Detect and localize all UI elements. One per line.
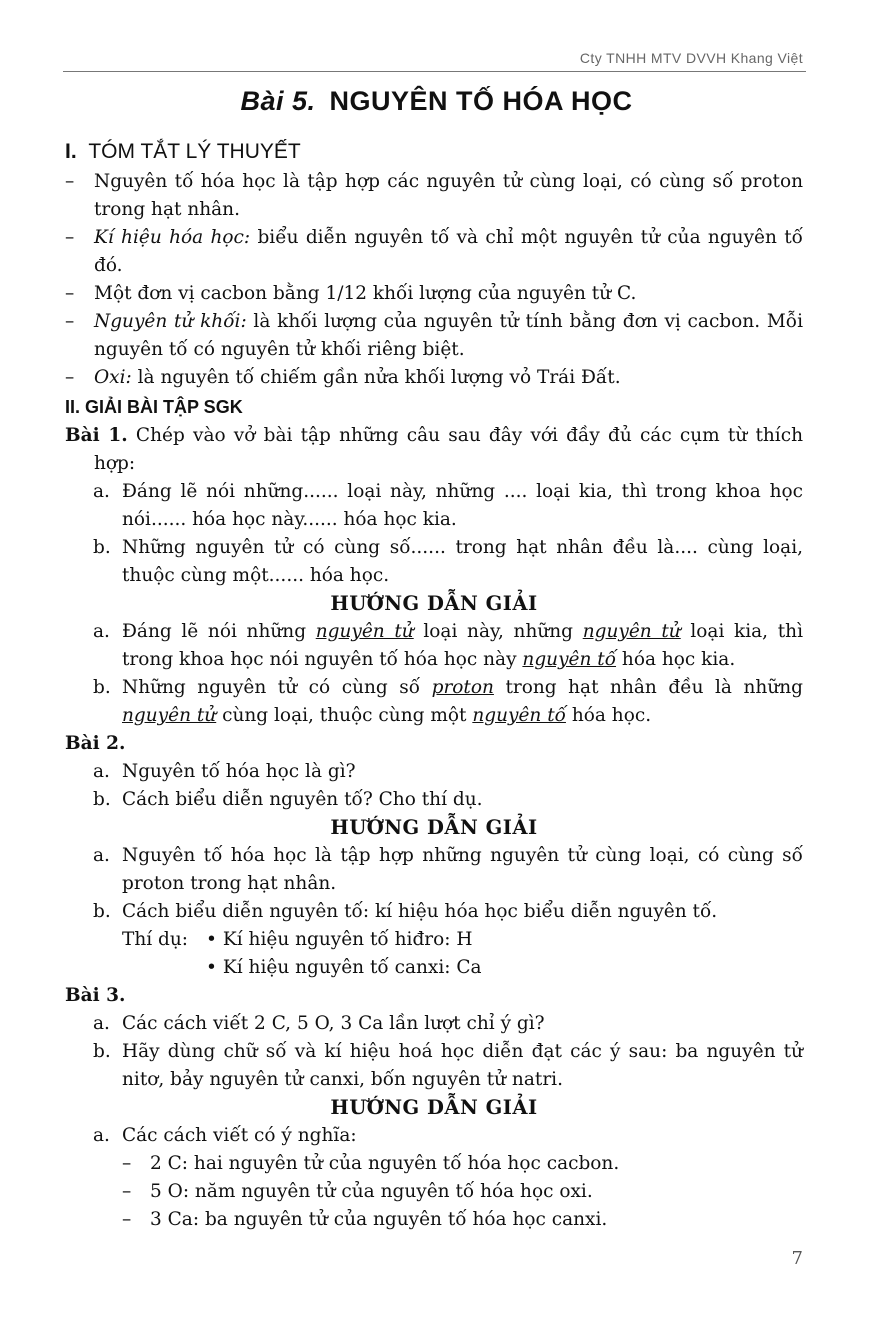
theory-term: Nguyên tử khối: — [94, 311, 247, 332]
exercise-2-label: Bài 2. — [65, 733, 126, 754]
theory-term: Kí hiệu hóa học: — [94, 227, 251, 248]
example-label: Thí dụ: — [122, 929, 189, 950]
solution-heading: HƯỚNG DẪN GIẢI — [330, 816, 538, 839]
theory-item: – Kí hiệu hóa học: biểu diễn nguyên tố và chỉ một nguyên tử của nguyên tố đó. — [65, 227, 803, 276]
example-item: Thí dụ: • Kí hiệu nguyên tố hiđro: H — [122, 926, 803, 954]
exercise-1-label: Bài 1. — [65, 425, 128, 446]
theory-item: – Một đơn vị cacbon bằng 1/12 khối lượng của nguyên tử C. — [65, 283, 637, 304]
answer-item: – 3 Ca: ba nguyên tử của nguyên tố hóa học canxi. — [122, 1209, 608, 1230]
exercise-1-answer-b: b. Những nguyên tử có cùng số proton trong hạt nhân đều là những nguyên tử cùng loại, thuộc cùng một nguyên tố hóa học. — [93, 677, 803, 726]
theory-item: – Nguyên tố hóa học là tập hợp các nguyên tử cùng loại, có cùng số proton trong hạt nhân. — [65, 171, 803, 220]
section-2-heading: II. GIẢI BÀI TẬP SGK — [65, 397, 243, 417]
theory-item: – Nguyên tử khối: là khối lượng của nguyên tử tính bằng đơn vị cacbon. Mỗi nguyên tố có nguyên tử khối riêng biệt. — [65, 311, 803, 360]
filled-blank: proton — [431, 677, 494, 698]
exercise-1-question: Bài 1. Chép vào vở bài tập những câu sau đây với đầy đủ các cụm từ thích hợp: — [65, 425, 804, 474]
filled-blank: nguyên tử — [315, 621, 414, 642]
section-1-numeral: I. — [65, 140, 77, 163]
filled-blank: nguyên tử — [582, 621, 681, 642]
theory-term: Oxi: — [94, 367, 132, 388]
section-1-title: TÓM TẮT LÝ THUYẾT — [88, 140, 301, 163]
filled-blank: nguyên tố — [472, 705, 566, 726]
exercise-3-question — [65, 982, 803, 1010]
filled-blank: nguyên tử — [122, 705, 217, 726]
exercise-1-part-b: b. Những nguyên tử có cùng số...... trong hạt nhân đều là.... cùng loại, thuộc cùng một...... hóa học. — [93, 537, 803, 586]
filled-blank: nguyên tố — [522, 649, 617, 670]
answer-item: – 2 C: hai nguyên tử của nguyên tố hóa học cacbon. — [122, 1153, 620, 1174]
exercise-2-question — [65, 730, 803, 758]
exercise-1-part-a: a. Đáng lẽ nói những...... loại này, những .... loại kia, thì trong khoa học nói...... hóa học này...... hóa học kia. — [93, 481, 803, 530]
answer-item: – 5 O: năm nguyên tử của nguyên tố hóa học oxi. — [122, 1181, 593, 1202]
lesson-number: Bài 5. — [240, 86, 316, 116]
exercise-3-answer-a: a. Các cách viết có ý nghĩa: — [93, 1125, 357, 1146]
example-item: • Kí hiệu nguyên tố canxi: Ca — [206, 957, 482, 978]
lesson-name: NGUYÊN TỐ HÓA HỌC — [329, 86, 633, 116]
lesson-title — [0, 86, 873, 117]
page-content — [65, 136, 803, 1234]
exercise-1-answer-a: a. Đáng lẽ nói những nguyên tử loại này, những nguyên tử loại kia, thì trong khoa học nói nguyên tố hóa học này nguyên tố hóa học kia. — [93, 621, 803, 670]
exercise-3-part-b: b. Hãy dùng chữ số và kí hiệu hoá học diễn đạt các ý sau: ba nguyên tử nitơ, bảy nguyên tử canxi, bốn nguyên tử natri. — [93, 1041, 803, 1090]
bullet-icon: • — [206, 929, 217, 950]
section-1-heading — [65, 136, 803, 168]
theory-item: – Oxi: là nguyên tố chiếm gần nửa khối lượng vỏ Trái Đất. — [65, 367, 621, 388]
header-rule — [63, 71, 806, 72]
exercise-2-part-b: b. Cách biểu diễn nguyên tố? Cho thí dụ. — [93, 789, 483, 810]
solution-heading: HƯỚNG DẪN GIẢI — [330, 1096, 538, 1119]
exercise-3-part-a: a. Các cách viết 2 C, 5 O, 3 Ca lần lượt chỉ ý gì? — [93, 1013, 545, 1034]
publisher-header: Cty TNHH MTV DVVH Khang Việt — [579, 50, 803, 66]
exercise-2-answer-a: a. Nguyên tố hóa học là tập hợp những nguyên tử cùng loại, có cùng số proton trong hạt nhân. — [93, 845, 803, 894]
solution-heading: HƯỚNG DẪN GIẢI — [330, 592, 538, 615]
bullet-icon: • — [206, 957, 217, 978]
exercise-3-label: Bài 3. — [65, 985, 126, 1006]
exercise-2-part-a: a. Nguyên tố hóa học là gì? — [93, 761, 356, 782]
exercise-2-answer-b: b. Cách biểu diễn nguyên tố: kí hiệu hóa học biểu diễn nguyên tố. — [93, 901, 718, 922]
page-number: 7 — [791, 1248, 803, 1269]
